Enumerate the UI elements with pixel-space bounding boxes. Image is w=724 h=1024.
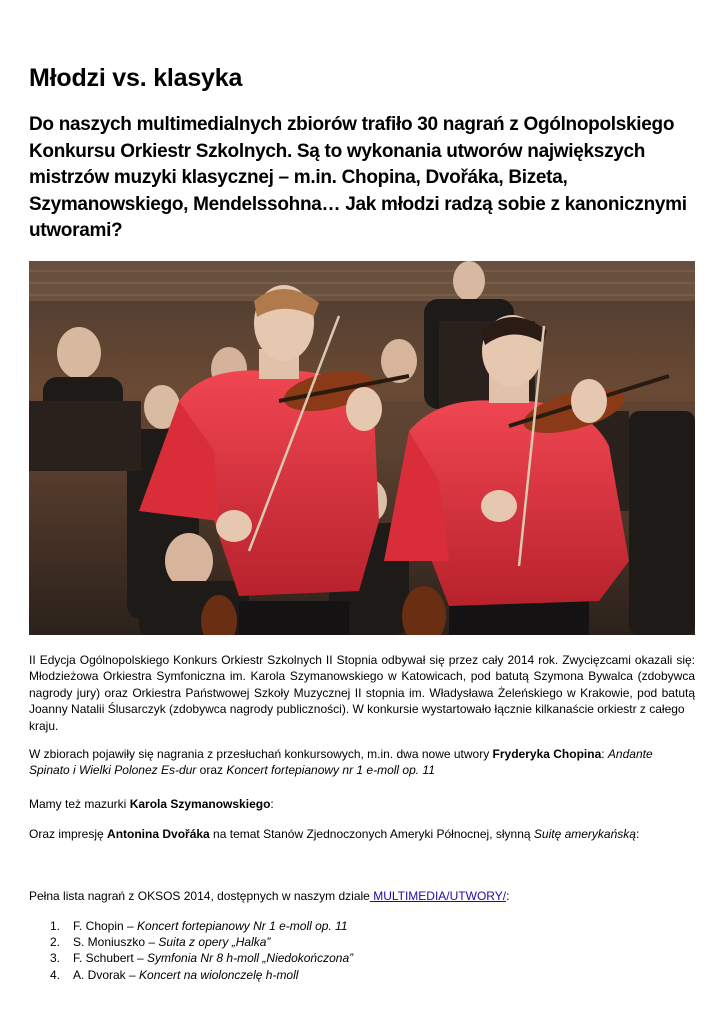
text: Mamy też mazurki [29, 797, 130, 811]
work-title: Andante Spinato i Wielki Polonez Es-dur [29, 747, 653, 778]
text: : [601, 747, 608, 761]
work-title: Suitę amerykańską [533, 827, 636, 841]
work-title: Koncert fortepianowy Nr 1 e-moll op. 11 [137, 919, 348, 933]
text: Oraz impresję [29, 827, 108, 841]
composer-name: Antonina Dvořáka [107, 827, 210, 841]
work-title: Koncert fortepianowy nr 1 e-moll op. 11 [226, 763, 435, 778]
paragraph-szymanowski [29, 796, 695, 812]
work-author: F. Schubert – [73, 951, 148, 966]
work-author: F. Chopin – [73, 919, 138, 933]
article-photo-violinists [29, 261, 695, 635]
list-item [29, 950, 353, 966]
paragraph-full-list [29, 888, 695, 904]
work-title: Symfonia Nr 8 h-moll „Niedokończona” [147, 951, 354, 966]
list-number: 4. [50, 967, 61, 982]
paragraph-competition-end: kraju. [29, 718, 59, 733]
text: : [635, 827, 640, 841]
paragraph-competition-text: II Edycja Ogólnopolskiego Konkurs Orkiestr Szkolnych II Stopnia odbywał się przez cały 2014 rok. Zwycięzcami okazali się: Młodzieżowa Orkiestra Symfoniczna im. Karola Szymanowskiego w Katowicach, pod batutą Szymona Bywalca (zdobywca nagrody jury) oraz Orkiestra Państwowej Szkoły Muzycznej II stopnia im. Władysława Żeleńskiego w Krakowie, pod batutą Joanny Natalii Ślusarczyk (zdobywca nagrody publiczności). W konkursie wystartowało łącznie kilkanaście orkiestr z całego [29, 653, 695, 717]
work-title: Suita z opery „Halka” [158, 935, 271, 950]
list-number: 3. [50, 951, 61, 966]
list-number: 1. [50, 919, 61, 933]
list-item [29, 967, 353, 983]
article-lead: Do naszych multimedialnych zbiorów trafiło 30 nagrań z Ogólnopolskiego Konkursu Orkiestr Szkolnych. Są to wykonania utworów największych mistrzów muzyki klasycznej – m.in. Chopina, Dvořáka, Bizeta, Szymanowskiego, Mendelssohna… Jak młodzi radzą sobie z kanonicznymi utworami? [29, 114, 687, 241]
list-item [29, 918, 353, 934]
text: Pełna lista nagrań z OKSOS 2014, dostępnych w naszym dziale [29, 889, 370, 903]
text: : [506, 889, 510, 903]
list-item [29, 934, 353, 950]
text: W zbiorach pojawiły się nagrania z przesłuchań konkursowych, m.in. dwa nowe utwory [29, 747, 493, 761]
works-list [29, 918, 353, 983]
list-number: 2. [50, 935, 61, 950]
text: : [270, 797, 274, 811]
work-title: Koncert na wiolonczelę h-moll [139, 967, 299, 982]
composer-name: Karola Szymanowskiego [129, 797, 271, 811]
composer-name: Fryderyka Chopina [492, 747, 602, 761]
multimedia-utwory-link[interactable]: MULTIMEDIA/UTWORY/ [369, 889, 507, 903]
work-author: S. Moniuszko – [73, 935, 159, 950]
text: oraz [196, 763, 227, 778]
paragraph-competition [29, 652, 695, 734]
work-author: A. Dvorak – [73, 967, 140, 982]
paragraph-chopin [29, 746, 695, 779]
article-title: Młodzi vs. klasyka [29, 64, 243, 92]
paragraph-dvorak [29, 826, 695, 842]
text: na temat Stanów Zjednoczonych Ameryki Północnej, słynną [209, 827, 534, 841]
